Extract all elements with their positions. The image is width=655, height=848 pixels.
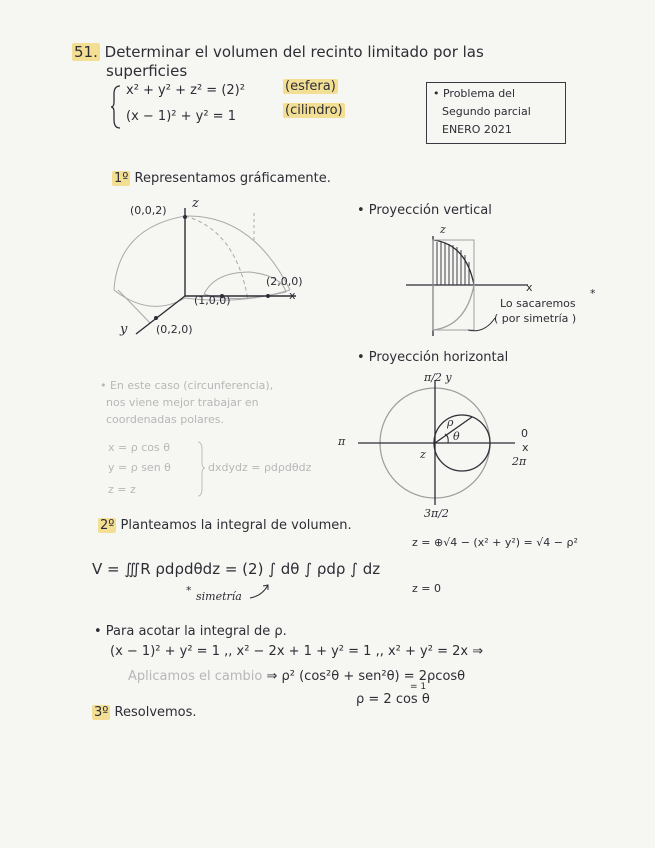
point-x2-label: (2,0,0): [266, 275, 303, 288]
step2-marker: 2º: [100, 518, 115, 533]
bounds-title: • Para acotar la integral de ρ.: [94, 624, 287, 639]
polar-brace: [196, 440, 206, 498]
exam-note-line1: • Problema del: [433, 87, 516, 100]
z-axis-label: z: [192, 196, 199, 211]
vertical-z-label: z: [440, 223, 446, 236]
z-lower-bound: z = 0: [412, 582, 441, 595]
symmetry-note-line2: ( por simetría ): [494, 312, 577, 325]
angle-zero-label: 0: [521, 427, 528, 440]
angle-three-pi-half-label: 3π/2: [424, 507, 449, 520]
symmetry-star-2: *: [186, 584, 192, 597]
horizontal-projection-title: • Proyección horizontal: [357, 350, 509, 365]
point-y-label: (0,2,0): [156, 323, 193, 336]
polar-x: x = ρ cos θ: [108, 441, 170, 454]
polar-note-line3: coordenadas polares.: [106, 413, 225, 426]
rho-squared-identity: ⇒ ρ² (cos²θ + sen²θ) = 2ρcosθ: [266, 669, 466, 684]
rho-result: ρ = 2 cos θ: [356, 692, 430, 707]
sphere-tag: (esfera): [285, 79, 336, 94]
step2-heading: [98, 519, 352, 534]
cylinder-tag: (cilindro): [285, 103, 343, 118]
identity-equals-one: = 1: [410, 682, 427, 692]
polar-y: y = ρ sen θ: [108, 461, 171, 474]
horizontal-x-label: x: [522, 441, 529, 454]
theta-label: θ: [453, 430, 460, 443]
symmetry-arrow: [248, 582, 274, 600]
point-x1-label: (1,0,0): [194, 294, 231, 307]
symmetry-label: simetría: [196, 590, 242, 603]
polar-z: z = z: [108, 483, 136, 496]
rho-label: ρ: [447, 416, 454, 429]
horizontal-z-label: z: [420, 448, 426, 461]
vertical-projection-title: • Proyección vertical: [357, 203, 492, 218]
exam-note-line3: ENERO 2021: [442, 123, 512, 136]
bounds-line1: (x − 1)² + y² = 1 ,, x² − 2x + 1 + y² = 1 ,, x² + y² = 2x ⇒: [110, 644, 484, 659]
point-top-label: (0,0,2): [130, 204, 167, 217]
volume-integral: V = ∭R ρdρdθdz = (2) ∫ dθ ∫ ρdρ ∫ dz: [92, 560, 381, 578]
x-axis-label: x: [289, 289, 296, 302]
z-upper-bound: z = ⊕√4 − (x² + y²) = √4 − ρ²: [412, 536, 578, 549]
angle-pi-half-label: π/2 y: [424, 371, 452, 384]
step3-heading: [92, 706, 197, 721]
step1-marker: 1º: [114, 171, 129, 186]
y-axis-label: y: [120, 322, 128, 337]
problem-statement-line1: Determinar el volumen del recinto limitado por las: [104, 43, 484, 61]
step3-title: Resolvemos.: [114, 705, 197, 720]
exam-note-line2: Segundo parcial: [442, 105, 531, 118]
polar-note-line2: nos viene mejor trabajar en: [106, 396, 259, 409]
problem-statement-line2: superficies: [106, 62, 188, 80]
symmetry-star: *: [590, 287, 596, 300]
step3-marker: 3º: [94, 705, 109, 720]
vertical-x-label: x: [526, 281, 533, 294]
polar-jacobian: dxdydz = ρdρdθdz: [208, 461, 312, 474]
step1-title: Representamos gráficamente.: [134, 171, 331, 186]
angle-two-pi-label: 2π: [512, 455, 527, 468]
symmetry-note-line1: Lo sacaremos: [500, 297, 576, 310]
problem-number: 51.: [74, 43, 98, 61]
polar-note-line1: • En este caso (circunferencia),: [100, 379, 274, 392]
apply-change-text: Aplicamos el cambio: [128, 669, 263, 684]
equation-cylinder: (x − 1)² + y² = 1: [126, 109, 236, 124]
angle-pi-label: π: [338, 435, 346, 448]
step2-title: Planteamos la integral de volumen.: [120, 518, 352, 533]
equation-sphere: x² + y² + z² = (2)²: [126, 83, 245, 98]
